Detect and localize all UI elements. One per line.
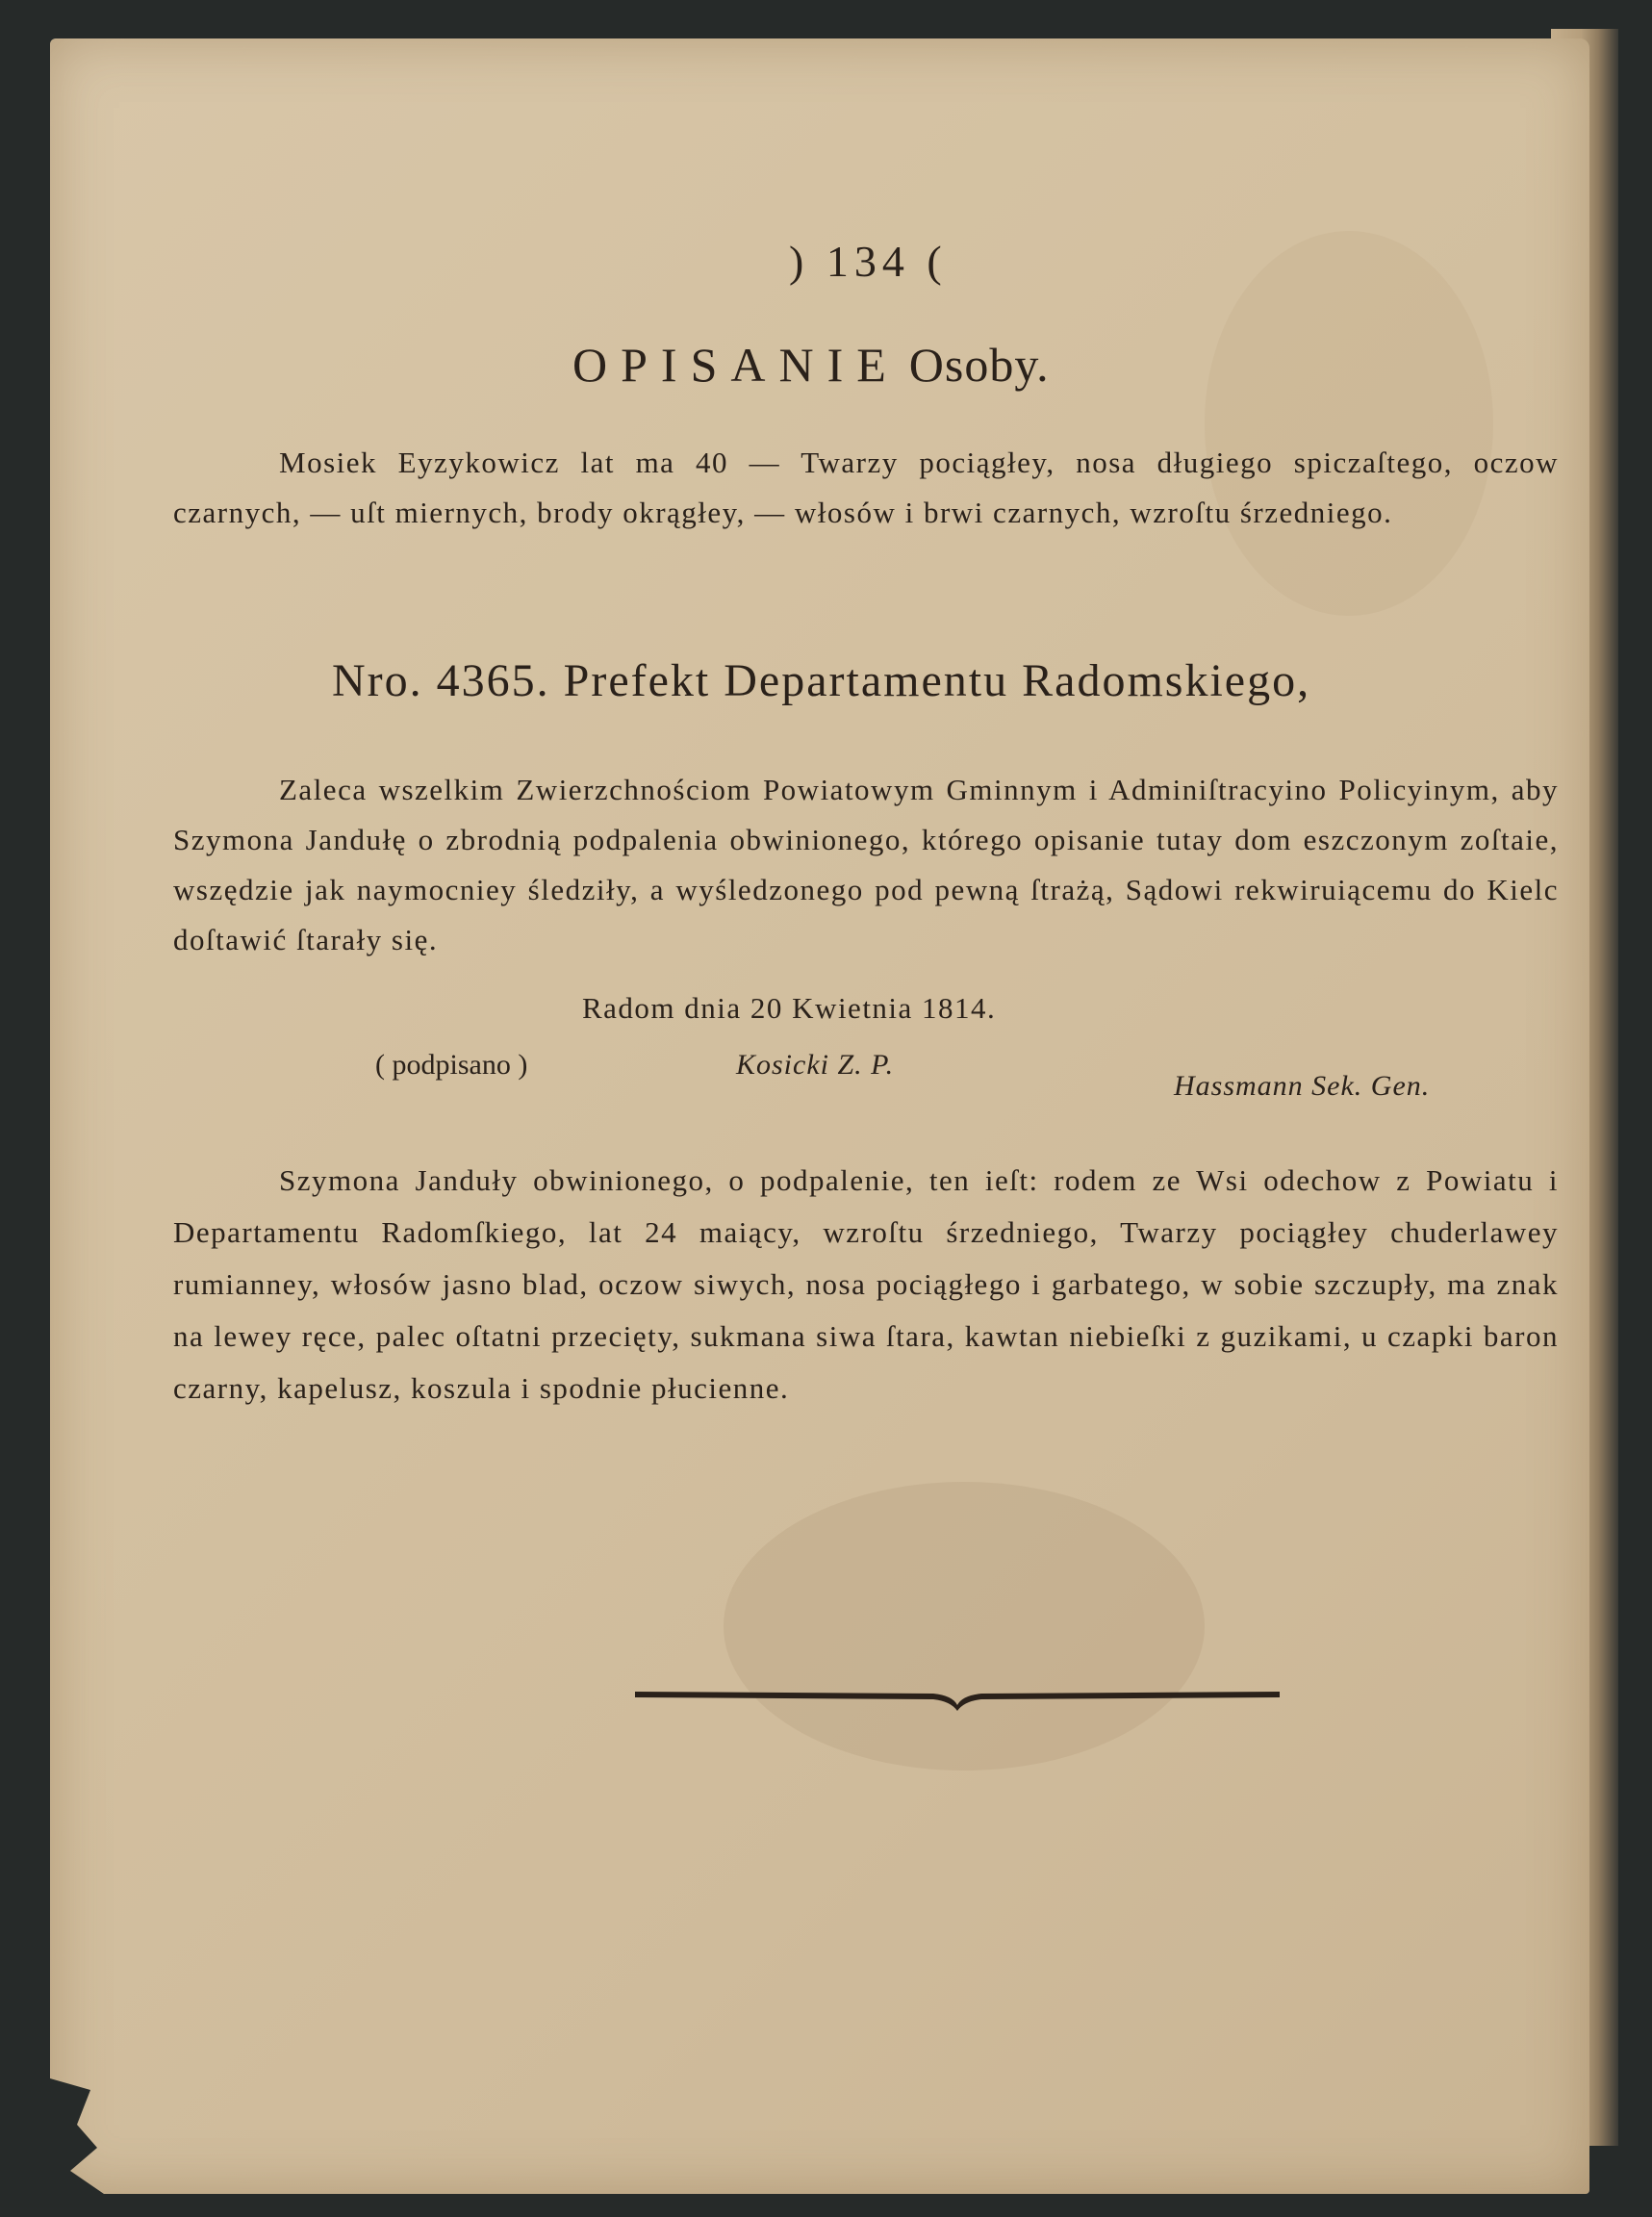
decree-title: Nro. 4365. Prefekt Departamentu Radomskiego, <box>332 655 1311 706</box>
page-number: ) 134 ( <box>789 237 948 286</box>
signer-prefect: Kosicki Z. P. <box>736 1049 895 1081</box>
signature-row <box>375 1049 1530 1102</box>
heading-main: OPISANIE <box>572 338 900 392</box>
decree-text: Zaleca wszelkim Zwierzchnościom Powiatowym Gminnym i Adminiſtracyino Policyinym, aby Szymona Jandułę o zbrodnią podpalenia obwinionego, którego opisanie tutay dom eszczonym zoſtaie, wszędzie jak naymocniey śledziły, a wyśledzonego pod pewną ſtrażą, Sądowi rekwiruiącemu do Kielc doſtawić ſtarały się. <box>173 773 1559 956</box>
heading-sub: Osoby. <box>908 338 1050 392</box>
suspect-description: Szymona Janduły obwinionego, o podpalenie, ten ieſt: rodem ze Wsi odechow z Powiatu i Departamentu Radomſkiego, lat 24 maiący, wzroſtu śrzedniego, Twarzy pociągłey chuderlawey rumianney, włosów jasno blad, oczow siwych, nosa pociągłego i garbatego, w sobie szczupły, ma znak na lewey ręce, palec oſtatni przecięty, sukmana siwa ſtara, kawtan niebieſki z guzikami, u czapki baron czarny, kapelusz, koszula i spodnie płucienne. <box>173 1163 1559 1405</box>
person-description: Mosiek Eyzykowicz lat ma 40 — Twarzy pociągłey, nosa długiego spiczaſtego, oczow czarnych, — uſt miernych, brody okrągłey, — włosów i brwi czarnych, wzroſtu śrzedniego. <box>173 446 1559 529</box>
section-heading <box>572 337 1050 393</box>
signed-label: ( podpisano ) <box>375 1049 528 1081</box>
signer-secretary: Hassmann Sek. Gen. <box>1174 1070 1431 1102</box>
ornamental-rule <box>635 1674 1280 1713</box>
paper-stain <box>724 1482 1205 1771</box>
rule-path <box>635 1692 1280 1711</box>
paper-stain <box>1205 231 1493 616</box>
dateline: Radom dnia 20 Kwietnia 1814. <box>582 991 997 1025</box>
